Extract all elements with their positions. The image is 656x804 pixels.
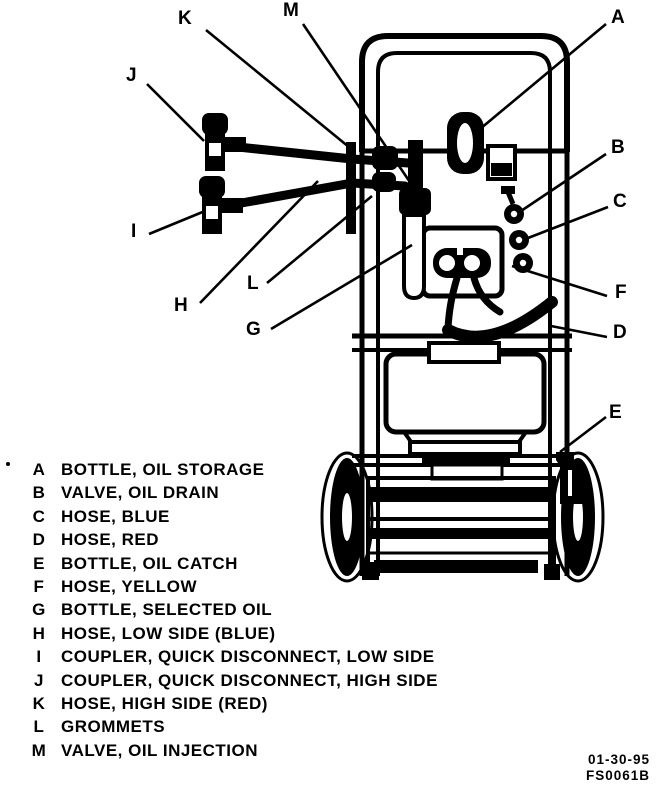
figure-date: 01-30-95 [587,752,650,767]
legend-text: BOTTLE, OIL CATCH [61,553,238,573]
legend-text: HOSE, YELLOW [61,576,198,596]
legend-text: VALVE, OIL DRAIN [61,483,220,503]
callout-b: B [611,137,625,158]
legend-text: BOTTLE, SELECTED OIL [61,600,273,620]
legend-item-l [26,715,626,738]
legend-letter: A [32,460,46,479]
callout-j: J [126,65,137,86]
legend-item-a [26,458,626,481]
legend-text: GROMMETS [61,717,166,737]
legend-text: HOSE, BLUE [61,506,170,526]
parts-legend [26,458,626,762]
legend-letter: D [32,530,46,550]
legend-item-b [26,481,626,504]
control-panel [423,228,552,337]
callout-e: E [609,402,622,423]
legend-text: COUPLER, QUICK DISCONNECT, LOW SIDE [61,647,435,667]
callout-a: A [611,7,625,28]
legend-letter: J [34,670,44,690]
legend-item-k [26,692,626,715]
recovery-tank [386,343,544,454]
legend-text: COUPLER, QUICK DISCONNECT, HIGH SIDE [61,670,438,690]
legend-text: HOSE, HIGH SIDE (RED) [61,693,268,713]
oil-drain-valve [501,186,533,273]
legend-letter: C [32,506,46,526]
callout-c: C [613,191,627,212]
callout-k: K [178,8,192,29]
legend-item-i [26,645,626,668]
legend-letter: L [33,717,45,737]
legend-letter: I [36,647,42,667]
legend-item-m [26,739,626,762]
legend-letter: H [32,623,46,643]
legend-item-h [26,622,626,645]
legend-letter: K [32,693,46,713]
legend-text: HOSE, RED [61,530,160,550]
legend-text: VALVE, OIL INJECTION [61,740,259,760]
legend-item-g [26,598,626,621]
oil-storage-bottle [447,112,515,179]
legend-letter: G [32,600,46,620]
callout-d: D [613,322,627,343]
callout-i: I [131,221,137,242]
stray-mark [6,462,10,466]
figure-footer [586,752,650,784]
legend-item-d [26,528,626,551]
legend-item-c [26,505,626,528]
callout-m: M [283,0,299,21]
figure-code: FS0061B [585,768,650,783]
legend-item-e [26,552,626,575]
legend-letter: F [33,576,45,596]
callout-h: H [174,295,188,316]
legend-item-f [26,575,626,598]
legend-letter: B [32,483,46,503]
callout-l: L [247,273,259,294]
callout-g: G [246,319,261,340]
callout-f: F [615,282,627,303]
legend-text: HOSE, LOW SIDE (BLUE) [61,623,276,643]
legend-letter: M [31,740,47,760]
legend-item-j [26,669,626,692]
legend-text: BOTTLE, OIL STORAGE [61,460,265,479]
low-side-coupler [199,176,243,234]
high-side-coupler [202,113,246,171]
legend-letter: E [33,553,45,573]
